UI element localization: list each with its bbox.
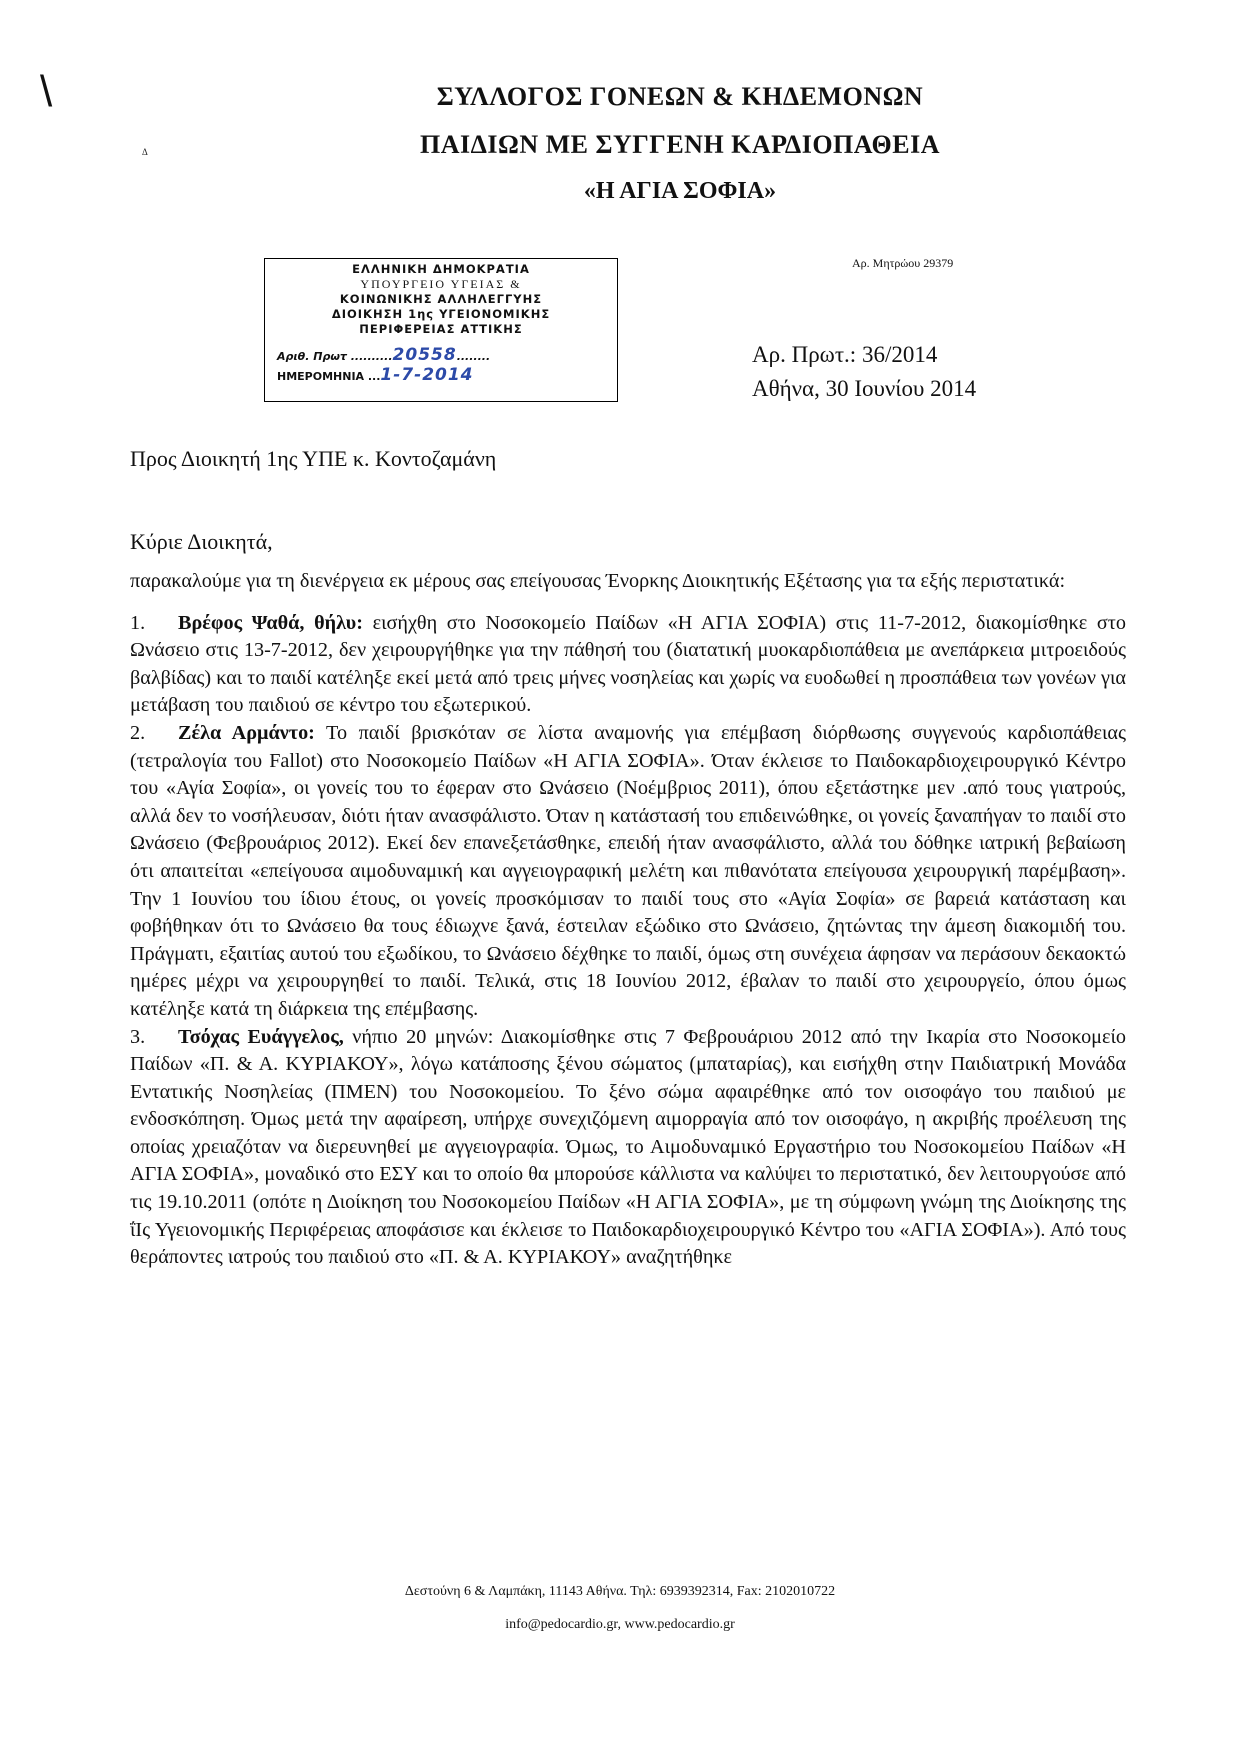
stamp-line-2: ΥΠΟΥΡΓΕΙΟ ΥΓΕΙΑΣ & xyxy=(360,277,522,291)
registration-stamp xyxy=(264,258,618,402)
case-paragraph-3 xyxy=(130,1024,1126,1272)
stamp-date-label: ΗΜΕΡΟΜΗΝΙΑ ... xyxy=(277,370,381,383)
intro-paragraph: παρακαλούμε για τη διενέργεια εκ μέρους σας επείγουσας Ένορκης Διοικητικής Εξέτασης για τα εξής περιστατικά: xyxy=(130,570,1066,592)
corner-small-mark: Δ xyxy=(142,147,148,157)
case-number: 3. xyxy=(130,1025,146,1048)
stamp-date-value: 1-7-2014 xyxy=(380,365,474,385)
letter-body xyxy=(130,568,1126,1272)
recipient-line: Προς Διοικητή 1ης ΥΠΕ κ. Κοντοζαμάνη xyxy=(130,446,497,471)
footer-address: Δεστούνη 6 & Λαμπάκη, 11143 Αθήνα. Τηλ: 6939392314, Fax: 2102010722 xyxy=(404,1584,836,1599)
stamp-line-3: ΚΟΙΝΩΝΙΚΗΣ ΑΛΛΗΛΕΓΓΥΗΣ xyxy=(339,292,543,306)
stamp-protocol-label: Αριθ. Πρωτ .......... xyxy=(277,350,393,363)
corner-slash-mark: \ xyxy=(40,67,53,116)
registry-number: Αρ. Μητρώου 29379 xyxy=(852,256,954,270)
case-number: 1. xyxy=(130,611,146,634)
letterhead xyxy=(300,82,1060,205)
stamp-protocol-row xyxy=(277,345,490,365)
stamp-protocol-trail: ........ xyxy=(456,350,491,363)
case-name: Τσόχας Ευάγγελος, xyxy=(178,1025,344,1048)
case-text: εισήχθη στο Νοσοκομείο Παίδων «Η ΑΓΙΑ ΣΟΦΙΑ) στις 11-7-2012, διακομίσθηκε στο Ωνάσειο στις 13-7-2012, δεν χειρουργήθηκε για την πάθησή του (διατατική μυοκαρδιοπάθεια με ανεπάρκεια μιτροειδούς βαλβίδας) και το παιδί κατέληξε εκεί μετά από τρεις μήνες νοσηλείας και χωρίς να ευοδωθεί η προσπάθεια των γονέων για μετάβαση του παιδιού σε κέντρο του εξωτερικού. xyxy=(130,611,1126,717)
salutation: Κύριε Διοικητά, xyxy=(130,529,273,554)
case-text: νήπιο 20 μηνών: Διακομίσθηκε στις 7 Φεβρουάριου 2012 από την Ικαρία στο Νοσοκομείο Παίδων «Π. & Α. ΚΥΡΙΑΚΟΥ», λόγω κατάποσης ξένου σώματος (μπαταρίας), και εισήχθη στην Παιδιατρική Μονάδα Εντατικής Νοσηλείας (ΠΜΕΝ) του Νοσοκομείου. Το ξένο σώμα αφαιρέθηκε από τον οισοφάγο του παιδιού με ενδοσκόπηση. Όμως μετά την αφαίρεση, υπήρχε συνεχιζόμενη αιμορραγία από τον οισοφάγο, η ακριβής προέλευση της οποίας χρειαζόταν να διερευνηθεί με αγγειογραφία. Όμως, το Αιμοδυναμικό Εργαστήριο του Νοσοκομείου Παίδων «Η ΑΓΙΑ ΣΟΦΙΑ», μοναδικό στο ΕΣΥ και το οποίο θα μπορούσε κάλλιστα να καλύψει το περιστατικό, δεν λειτουργούσε από τις 19.10.2011 (οπότε η Διοίκηση του Νοσοκομείου Παίδων «Η ΑΓΙΑ ΣΟΦΙΑ», με τη σύμφωνη γνώμη της Διοίκησης της ΐΙς Υγειονομικής Περιφέρειας αποφάσισε και έκλεισε το Παιδοκαρδιοχειρουργικό Κέντρο του «ΑΓΙΑ ΣΟΦΙΑ»). Από τους θεράποντες ιατρούς του παιδιού στο «Π. & Α. ΚΥΡΙΑΚΟΥ» αναζητήθηκε xyxy=(130,1025,1127,1269)
letterhead-line-3: «Η ΑΓΙΑ ΣΟΦΙΑ» xyxy=(583,178,777,204)
protocol-number: Αρ. Πρωτ.: 36/2014 xyxy=(752,342,938,367)
letter-date: Αθήνα, 30 Ιουνίου 2014 xyxy=(752,376,977,401)
case-paragraph-2 xyxy=(130,720,1126,1024)
letterhead-line-2: ΠΑΙΔΙΩΝ ΜΕ ΣΥΓΓΕΝΗ ΚΑΡΔΙΟΠΑΘΕΙΑ xyxy=(419,130,941,159)
stamp-date-row xyxy=(277,365,474,385)
case-name: Βρέφος Ψαθά, θήλυ: xyxy=(178,611,363,634)
stamp-line-1: ΕΛΛΗΝΙΚΗ ΔΗΜΟΚΡΑΤΙΑ xyxy=(352,262,530,276)
stamp-protocol-value: 20558 xyxy=(392,345,457,365)
case-text: Το παιδί βρισκόταν σε λίστα αναμονής για επέμβαση διόρθωσης συγγενούς καρδιοπάθειας (τετραλογία του Fallot) στο Νοσοκομείο Παίδων «Η ΑΓΙΑ ΣΟΦΙΑ». Όταν έκλεισε το Παιδοκαρδιοχειρουργικό Κέντρο του «Αγία Σοφία», οι γονείς του το έφεραν στο Ωνάσειο (Νοέμβριος 2011), όπου εξετάστηκε μεν .από τους γιατρούς, αλλά δεν το νοσήλευσαν, διότι ήταν ανασφάλιστο. Όταν η κατάστασή του επιδεινώθηκε, οι γονείς ξαναπήγαν το παιδί στο Ωνάσειο (Φεβρουάριος 2012). Εκεί δεν επανεξετάσθηκε, επειδή ήταν ανασφάλιστο, αλλά του δόθηκε ιατρική βεβαίωση ότι απαιτείται «επείγουσα αιμοδυναμική και αγγειογραφική μελέτη και πιθανότατα επείγουσα χειρουργική παρέμβαση». Την 1 Ιουνίου του ίδιου έτους, οι γονείς προσκόμισαν το παιδί τους στο «Αγία Σοφία» σε βαρειά κατάσταση και φοβήθηκαν ότι το Ωνάσειο θα τους έδιωχνε ξανά, έστειλαν εξώδικο στο Ωνάσειο, ζητώντας την άμεση διακομιδή του. Πράγματι, εξαιτίας αυτού του εξωδίκου, το Ωνάσειο δέχθηκε το παιδί, όμως στη συνέχεια άφησαν να περάσουν δεκαοκτώ ημέρες μέχρι να χειρουργηθεί το παιδί. Τελικά, στις 18 Ιουνίου 2012, έβαλαν το παιδί στο χειρουργείο, όπου όμως κατέληξε κατά τη διάρκεια της επέμβασης. xyxy=(130,721,1126,1020)
footer-contact: info@pedocardio.gr, www.pedocardio.gr xyxy=(505,1617,735,1632)
case-name: Ζέλα Αρμάντο: xyxy=(178,721,315,744)
protocol-block xyxy=(752,338,976,406)
stamp-line-5: ΠΕΡΙΦΕΡΕΙΑΣ ΑΤΤΙΚΗΣ xyxy=(359,322,523,336)
stamp-line-4: ΔΙΟΙΚΗΣΗ 1ης ΥΓΕΙΟΝΟΜΙΚΗΣ xyxy=(331,307,551,321)
case-paragraph-1 xyxy=(130,610,1126,720)
case-number: 2. xyxy=(130,721,146,744)
letterhead-line-1: ΣΥΛΛΟΓΟΣ ΓΟΝΕΩΝ & ΚΗΔΕΜΟΝΩΝ xyxy=(436,82,924,111)
